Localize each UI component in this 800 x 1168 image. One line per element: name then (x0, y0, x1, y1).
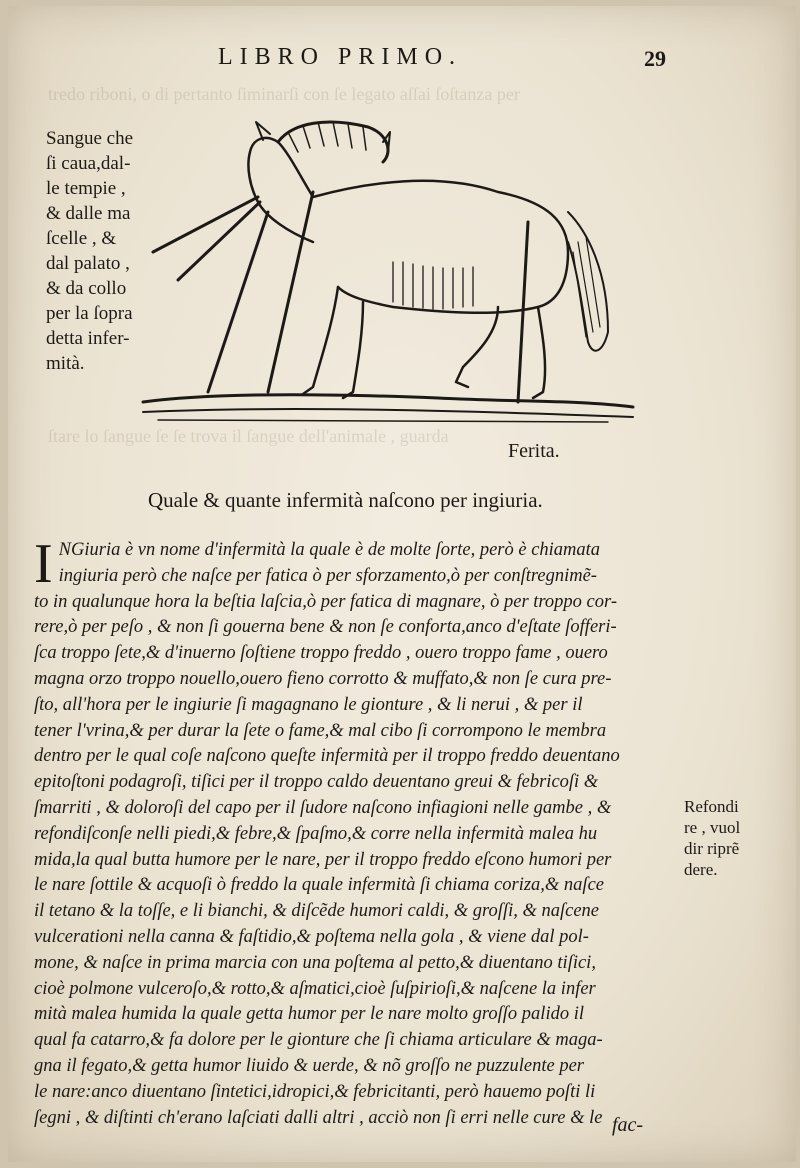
text-line: ſto, all'hora per le ingiurie ſi magagnano le gionture , & li nerui , & per il (34, 694, 583, 715)
text-line: epitoſtoni podagroſi, tiſici per il troppo caldo deuentano greui & febricoſi & (34, 772, 599, 793)
text-line: to in qualunque hora la beſtia laſcia,ò per fatica di magnare, ò per troppo cor- (34, 591, 618, 612)
text-line: magna orzo troppo nouello,ouero fieno corrotto & muffato,& non ſe cura pre- (34, 668, 612, 689)
text-line: le nare ſottile & acquoſi ò freddo la quale infermità ſi chiama coriza,& naſce (34, 875, 604, 896)
margin-note-line: re , vuol (684, 818, 741, 837)
side-note-line: per la ſopra (46, 303, 133, 324)
text-line: dentro per le qual coſe naſcono queſte infermità per il troppo freddo deuentano (34, 746, 620, 767)
text-line: ingiuria però che naſce per fatica ò per sforzamento,ò per conſtregnimẽ- (58, 565, 597, 586)
running-title: LIBRO PRIMO. (218, 44, 463, 70)
margin-note-line: Refondi (684, 797, 739, 816)
text-line: le nare:anco diuentano ſintetici,idropici,& febricitanti, però hauemo poſti li (34, 1081, 596, 1102)
margin-note (684, 796, 784, 880)
text-line: mità malea humida la quale getta humor per le nare molto groſſo palido il (34, 1004, 584, 1025)
text-line: ſmarriti , & doloroſi del capo per il ſudore naſcono infiagioni nelle gambe , & (34, 797, 612, 818)
side-note-line: & da collo (46, 278, 127, 299)
text-line: gna il fegato,& getta humor liuido & uerde, & nõ groſſo ne puzzulente per (34, 1055, 584, 1076)
text-line: mone, & naſce in prima marcia con una poſtema al petto,& diuentano tiſici, (34, 952, 596, 973)
text-line: ſegni , & diſtinti ch'erano laſciati dalli altri , acciò non ſi erri nelle cure & le (34, 1107, 603, 1128)
text-line: vulcerationi nella canna & faſtidio,& poſtema nella gola , & viene dal pol- (34, 926, 589, 947)
bleed-through-text: ſtare lo ſangue ſe ſe trova il ſangue dell'animale , guarda (48, 426, 449, 446)
side-note-line: ſi caua,dal- (46, 153, 131, 174)
side-note-line: dal palato , (46, 253, 130, 274)
bleed-through-text: tredo riboni, o di pertanto ſiminarſi con ſe legato aſſai ſoſtanza per (48, 84, 520, 104)
margin-note-line: dir riprẽ (684, 839, 740, 858)
text-line: tener l'vrina,& per durar la ſete o fame,& mal cibo ſi corrompono le membra (34, 720, 607, 741)
side-note-line: ſcelle , & (46, 228, 117, 249)
margin-note-line: dere. (684, 860, 718, 879)
page-number: 29 (644, 46, 666, 71)
side-note-line: mità. (46, 353, 85, 374)
side-note-line: detta infer- (46, 328, 130, 349)
text-line: cioè polmone vulceroſo,& rotto,& aſmatici,cioè ſuſpirioſi,& naſcene la infer (34, 978, 596, 999)
text-line: mida,la qual butta humore per le nare, per il troppo freddo eſcono humori per (34, 849, 612, 870)
catchword: fac- (612, 1114, 644, 1136)
text-line: NGiuria è vn nome d'infermità la quale è de molte ſorte, però è chiamata (58, 540, 601, 560)
text-line: refondiſconſe nelli piedi,& febre,& ſpaſmo,& corre nella infermità malea hu (34, 823, 598, 844)
text-line: rere,ò per peſo , & non ſi gouerna bene & non ſe conforta,anco d'eſtate ſofferi- (34, 617, 617, 638)
text-line: ſca troppo ſete,& d'inuerno ſoſtiene troppo freddo , ouero troppo fame , ouero (34, 643, 608, 664)
text-line: il tetano & la toſſe, e li bianchi, & diſcẽde humori caldi, & groſſi, & naſcene (34, 901, 600, 922)
section-title: Quale & quante infermità naſcono per ingiuria. (148, 488, 543, 512)
body-text (34, 533, 689, 1131)
book-page (8, 6, 796, 1162)
side-note-line: le tempie , (46, 178, 126, 199)
horse-woodcut-illustration (138, 102, 638, 442)
text-line: qual fa catarro,& fa dolore per le gionture che ſi chiama articulare & maga- (34, 1030, 603, 1051)
side-note-line: Sangue che (46, 128, 134, 149)
drop-cap: I (34, 533, 53, 595)
side-note-line: & dalle ma (46, 203, 131, 224)
figure-caption: Ferita. (508, 440, 560, 462)
